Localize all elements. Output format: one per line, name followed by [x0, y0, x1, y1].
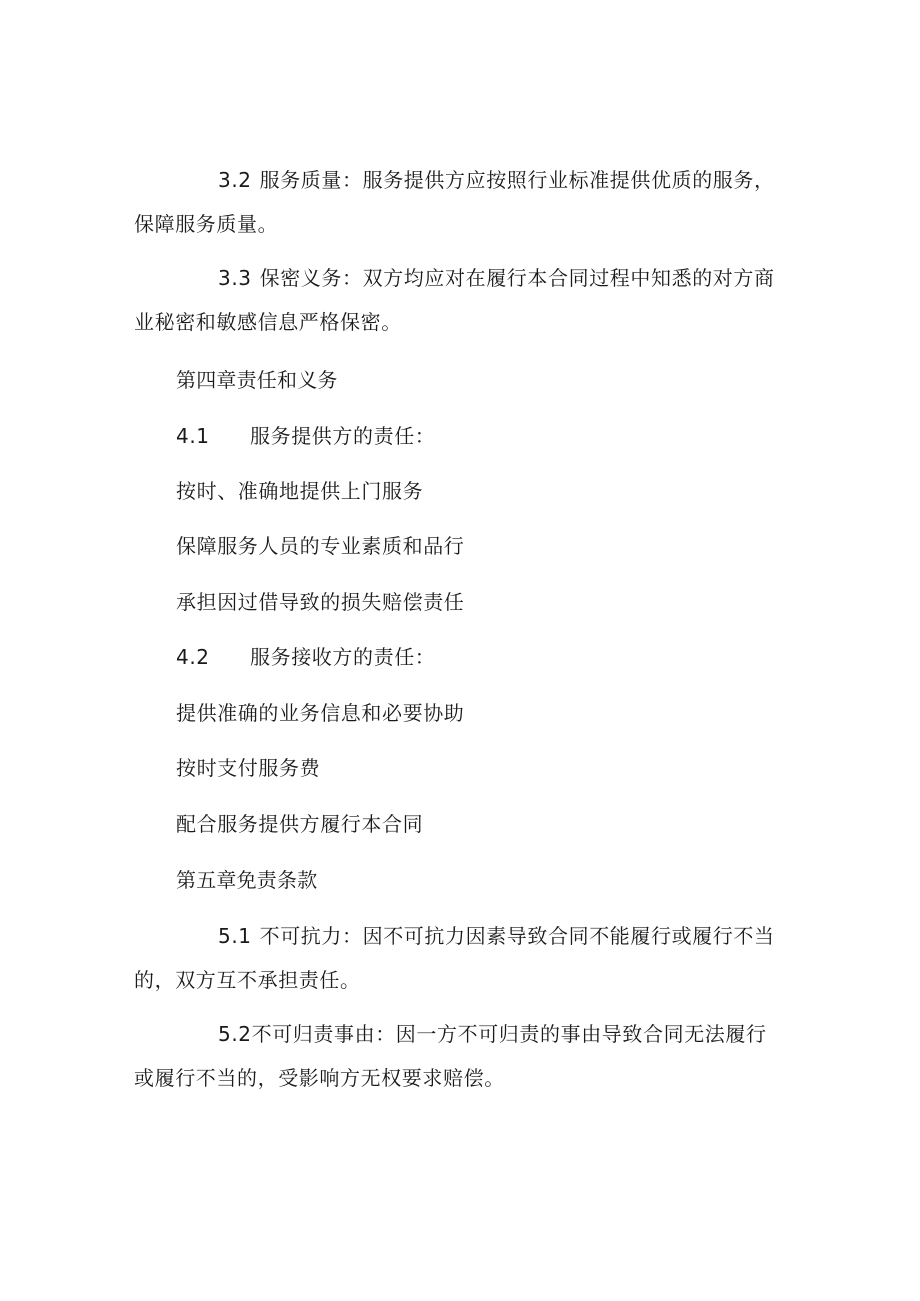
clause-text: 不可归责事由：因一方不可归责的事由导致合同无法履行或履行不当的，受影响方无权要求赔偿。: [134, 1022, 767, 1090]
clause-3-3: [134, 256, 786, 344]
clause-number: 5.1: [218, 924, 252, 948]
clause-number: 3.3: [218, 266, 252, 290]
clause-number: 3.2: [218, 168, 252, 192]
list-item: 按时支付服务费: [176, 756, 321, 780]
clause-text: 服务质量：服务提供方应按照行业标准提供优质的服务，保障服务质量。: [134, 168, 775, 236]
clause-5-2: [134, 1012, 786, 1100]
chapter-5-heading: 第五章免责条款: [176, 868, 318, 892]
clause-text: 保密义务：双方均应对在履行本合同过程中知悉的对方商业秘密和敏感信息严格保密。: [134, 266, 775, 334]
clause-number: 5.2: [218, 1022, 252, 1046]
clause-title: 服务提供方的责任：: [250, 424, 436, 448]
clause-4-1: [176, 422, 435, 450]
list-item: 保障服务人员的专业素质和品行: [176, 534, 465, 558]
list-item: 提供准确的业务信息和必要协助: [176, 701, 465, 725]
list-item: 配合服务提供方履行本合同: [176, 812, 424, 836]
list-item: 按时、准确地提供上门服务: [176, 479, 424, 503]
clause-number: 4.2: [176, 645, 210, 669]
chapter-4-heading: 第四章责任和义务: [176, 368, 338, 392]
clause-4-2: [176, 643, 435, 671]
clause-number: 4.1: [176, 424, 210, 448]
clause-3-2: [134, 158, 786, 246]
clause-5-1: [134, 914, 786, 1002]
clause-text: 不可抗力：因不可抗力因素导致合同不能履行或履行不当的，双方互不承担责任。: [134, 924, 775, 992]
clause-title: 服务接收方的责任：: [250, 645, 436, 669]
list-item: 承担因过借导致的损失赔偿责任: [176, 590, 465, 614]
